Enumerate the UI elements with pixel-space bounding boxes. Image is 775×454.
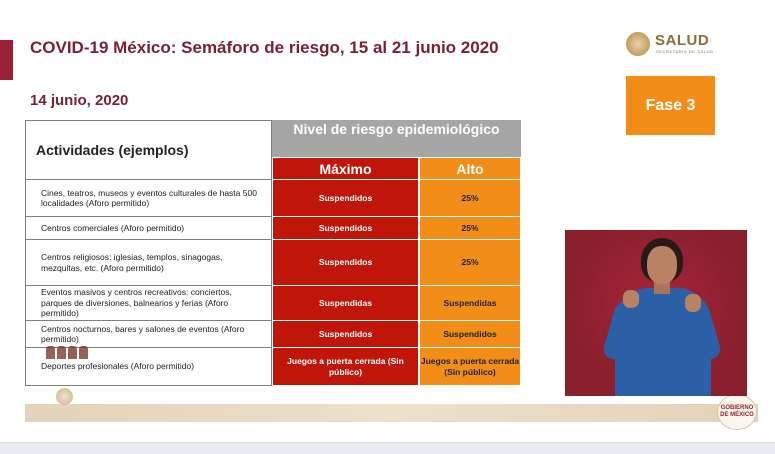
accent-bar	[0, 40, 13, 80]
gobierno-logo-text: GOBIERNO DE MÉXICO	[720, 405, 754, 418]
interpreter-face	[647, 246, 677, 284]
figures-watermark-icon	[46, 346, 92, 360]
sign-language-interpreter-video	[565, 230, 747, 396]
table-row	[25, 348, 521, 386]
alto-cell: 25%	[419, 240, 521, 286]
activity-cell: Deportes profesionales (Aforo permitido)	[25, 348, 272, 386]
table-row	[25, 321, 521, 348]
table-row	[25, 180, 521, 217]
alto-cell: Suspendidos	[419, 321, 521, 348]
logo-subtitle: SECRETARÍA DE SALUD	[656, 49, 714, 54]
logo-name: SALUD	[655, 32, 710, 49]
activities-header: Actividades (ejemplos)	[25, 120, 272, 180]
alto-cell: Juegos a puerta cerrada (Sin público)	[419, 348, 521, 386]
alto-cell: 25%	[419, 180, 521, 217]
alto-cell: Suspendidas	[419, 286, 521, 321]
phase-badge: Fase 3	[626, 76, 715, 135]
slide-title: COVID-19 México: Semáforo de riesgo, 15 al 21 junio 2020	[30, 38, 499, 57]
alto-cell: 25%	[419, 217, 521, 240]
table-row	[25, 240, 521, 286]
interpreter-hand	[685, 294, 701, 312]
seal-icon	[56, 388, 73, 405]
alto-header: Alto	[419, 157, 521, 180]
activity-cell: Centros religiosos: iglesias, templos, sinagogas, mezquitas, etc. (Aforo permitido)	[25, 240, 272, 286]
max-cell: Suspendidos	[272, 240, 419, 286]
activity-cell: Centros comerciales (Aforo permitido)	[25, 217, 272, 240]
interpreter-hand	[623, 290, 639, 308]
table-row	[25, 217, 521, 240]
max-cell: Suspendidos	[272, 180, 419, 217]
max-header: Máximo	[272, 157, 419, 180]
max-cell: Suspendidos	[272, 217, 419, 240]
max-cell: Suspendidas	[272, 286, 419, 321]
window-bottom-strip	[0, 442, 775, 454]
table-row	[25, 286, 521, 321]
decorative-stripe	[25, 404, 758, 422]
salud-logo	[626, 30, 721, 58]
risk-level-header: Nivel de riesgo epidemiológico	[272, 120, 521, 157]
activity-cell: Centros nocturnos, bares y salones de eventos (Aforo permitido)	[25, 321, 272, 348]
activity-cell: Cines, teatros, museos y eventos culturales de hasta 500 localidades (Aforo permitido)	[25, 180, 272, 217]
seal-icon	[626, 32, 650, 56]
max-cell: Juegos a puerta cerrada (Sin público)	[272, 348, 419, 386]
max-cell: Suspendidos	[272, 321, 419, 348]
activity-cell: Eventos masivos y centros recreativos: conciertos, parques de diversiones, balnearios y ferias (Aforo permitido)	[25, 286, 272, 321]
gobierno-logo	[717, 394, 757, 430]
slide-date: 14 junio, 2020	[30, 92, 129, 109]
